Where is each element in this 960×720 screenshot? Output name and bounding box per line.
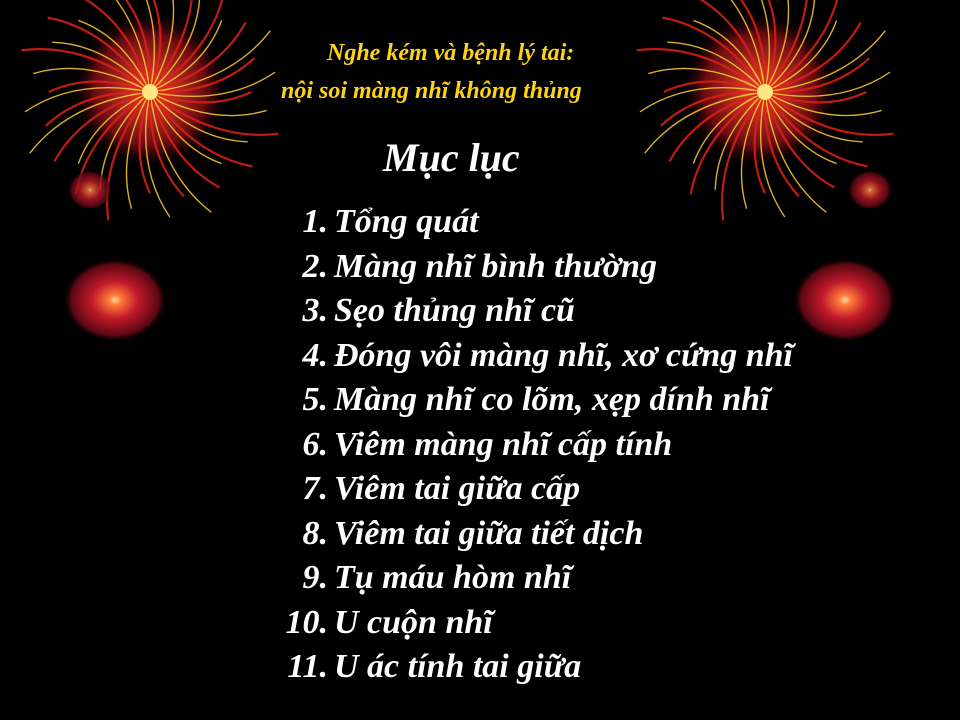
toc-item: 9. Tụ máu hòm nhĩ [302,559,572,596]
table-of-contents [280,200,793,690]
toc-item: 7. Viêm tai giữa cấp [302,470,581,507]
toc-item: 8. Viêm tai giữa tiết dịch [302,514,644,552]
glow-orb-left [63,258,167,342]
toc-item: 4. Đóng vôi màng nhĩ, xơ cứng nhĩ [302,336,793,374]
toc-item: 3. Sẹo thủng nhĩ cũ [302,292,575,329]
toc-item: 6. Viêm màng nhĩ cấp tính [302,425,673,463]
toc-item: 10. U cuộn nhĩ [285,603,493,641]
firework-core [142,84,158,100]
firework-left [22,0,279,220]
glow-orb-small-right [848,170,892,210]
glow-orb-small-left [68,170,112,210]
toc-item: 2. Màng nhĩ bình thường [302,247,658,285]
firework-core [757,84,773,100]
toc-item: 1. Tổng quát [302,203,479,240]
toc-item: 5. Màng nhĩ co lõm, xẹp dính nhĩ [302,381,770,418]
subtitle-line-1: Nghe kém và bệnh lý tai: [327,40,575,66]
toc-item: 11. U ác tính tai giữa [287,648,582,685]
slide-title: Mục lục [383,135,520,180]
subtitle-line-2: nội soi màng nhĩ không thủng [281,78,582,104]
slide-subtitle [275,34,715,110]
glow-orb-right [793,258,897,342]
